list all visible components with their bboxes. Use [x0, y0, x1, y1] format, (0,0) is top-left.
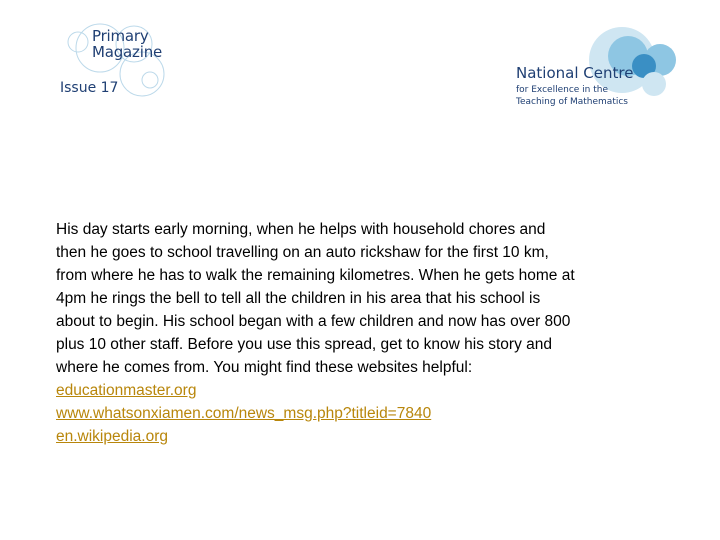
org-tagline [516, 84, 666, 108]
magazine-title-line2: Magazine [92, 43, 163, 61]
org-name: National Centre [516, 64, 634, 82]
link-wikipedia[interactable]: en.wikipedia.org [56, 428, 169, 445]
ncetm-logo [510, 26, 710, 118]
body-text-block [56, 218, 576, 448]
issue-label: Issue 17 [60, 80, 119, 96]
magazine-title [92, 28, 162, 60]
link-educationmaster[interactable]: educationmaster.org [56, 382, 197, 399]
link-whatsonxiamen[interactable]: www.whatsonxiamen.com/news_msg.php?titleid=7840 [56, 405, 432, 422]
org-tagline-line2: Teaching of Mathematics [516, 97, 628, 107]
magazine-title-line1: Primary [92, 27, 149, 45]
primary-magazine-logo [50, 22, 180, 112]
org-tagline-line1: for Excellence in the [516, 85, 608, 95]
body-paragraph: His day starts early morning, when he helps with household chores and then he goes to school travelling on an auto rickshaw for the first 10 km, from where he has to walk the remaining kilometres. When he gets home at 4pm he rings the bell to tell all the children in his area that his school is about to begin. His school began with a few children and now has over 800 plus 10 other staff. Before you use this spread, get to know his story and where he comes from. You might find these websites helpful: [56, 221, 575, 376]
